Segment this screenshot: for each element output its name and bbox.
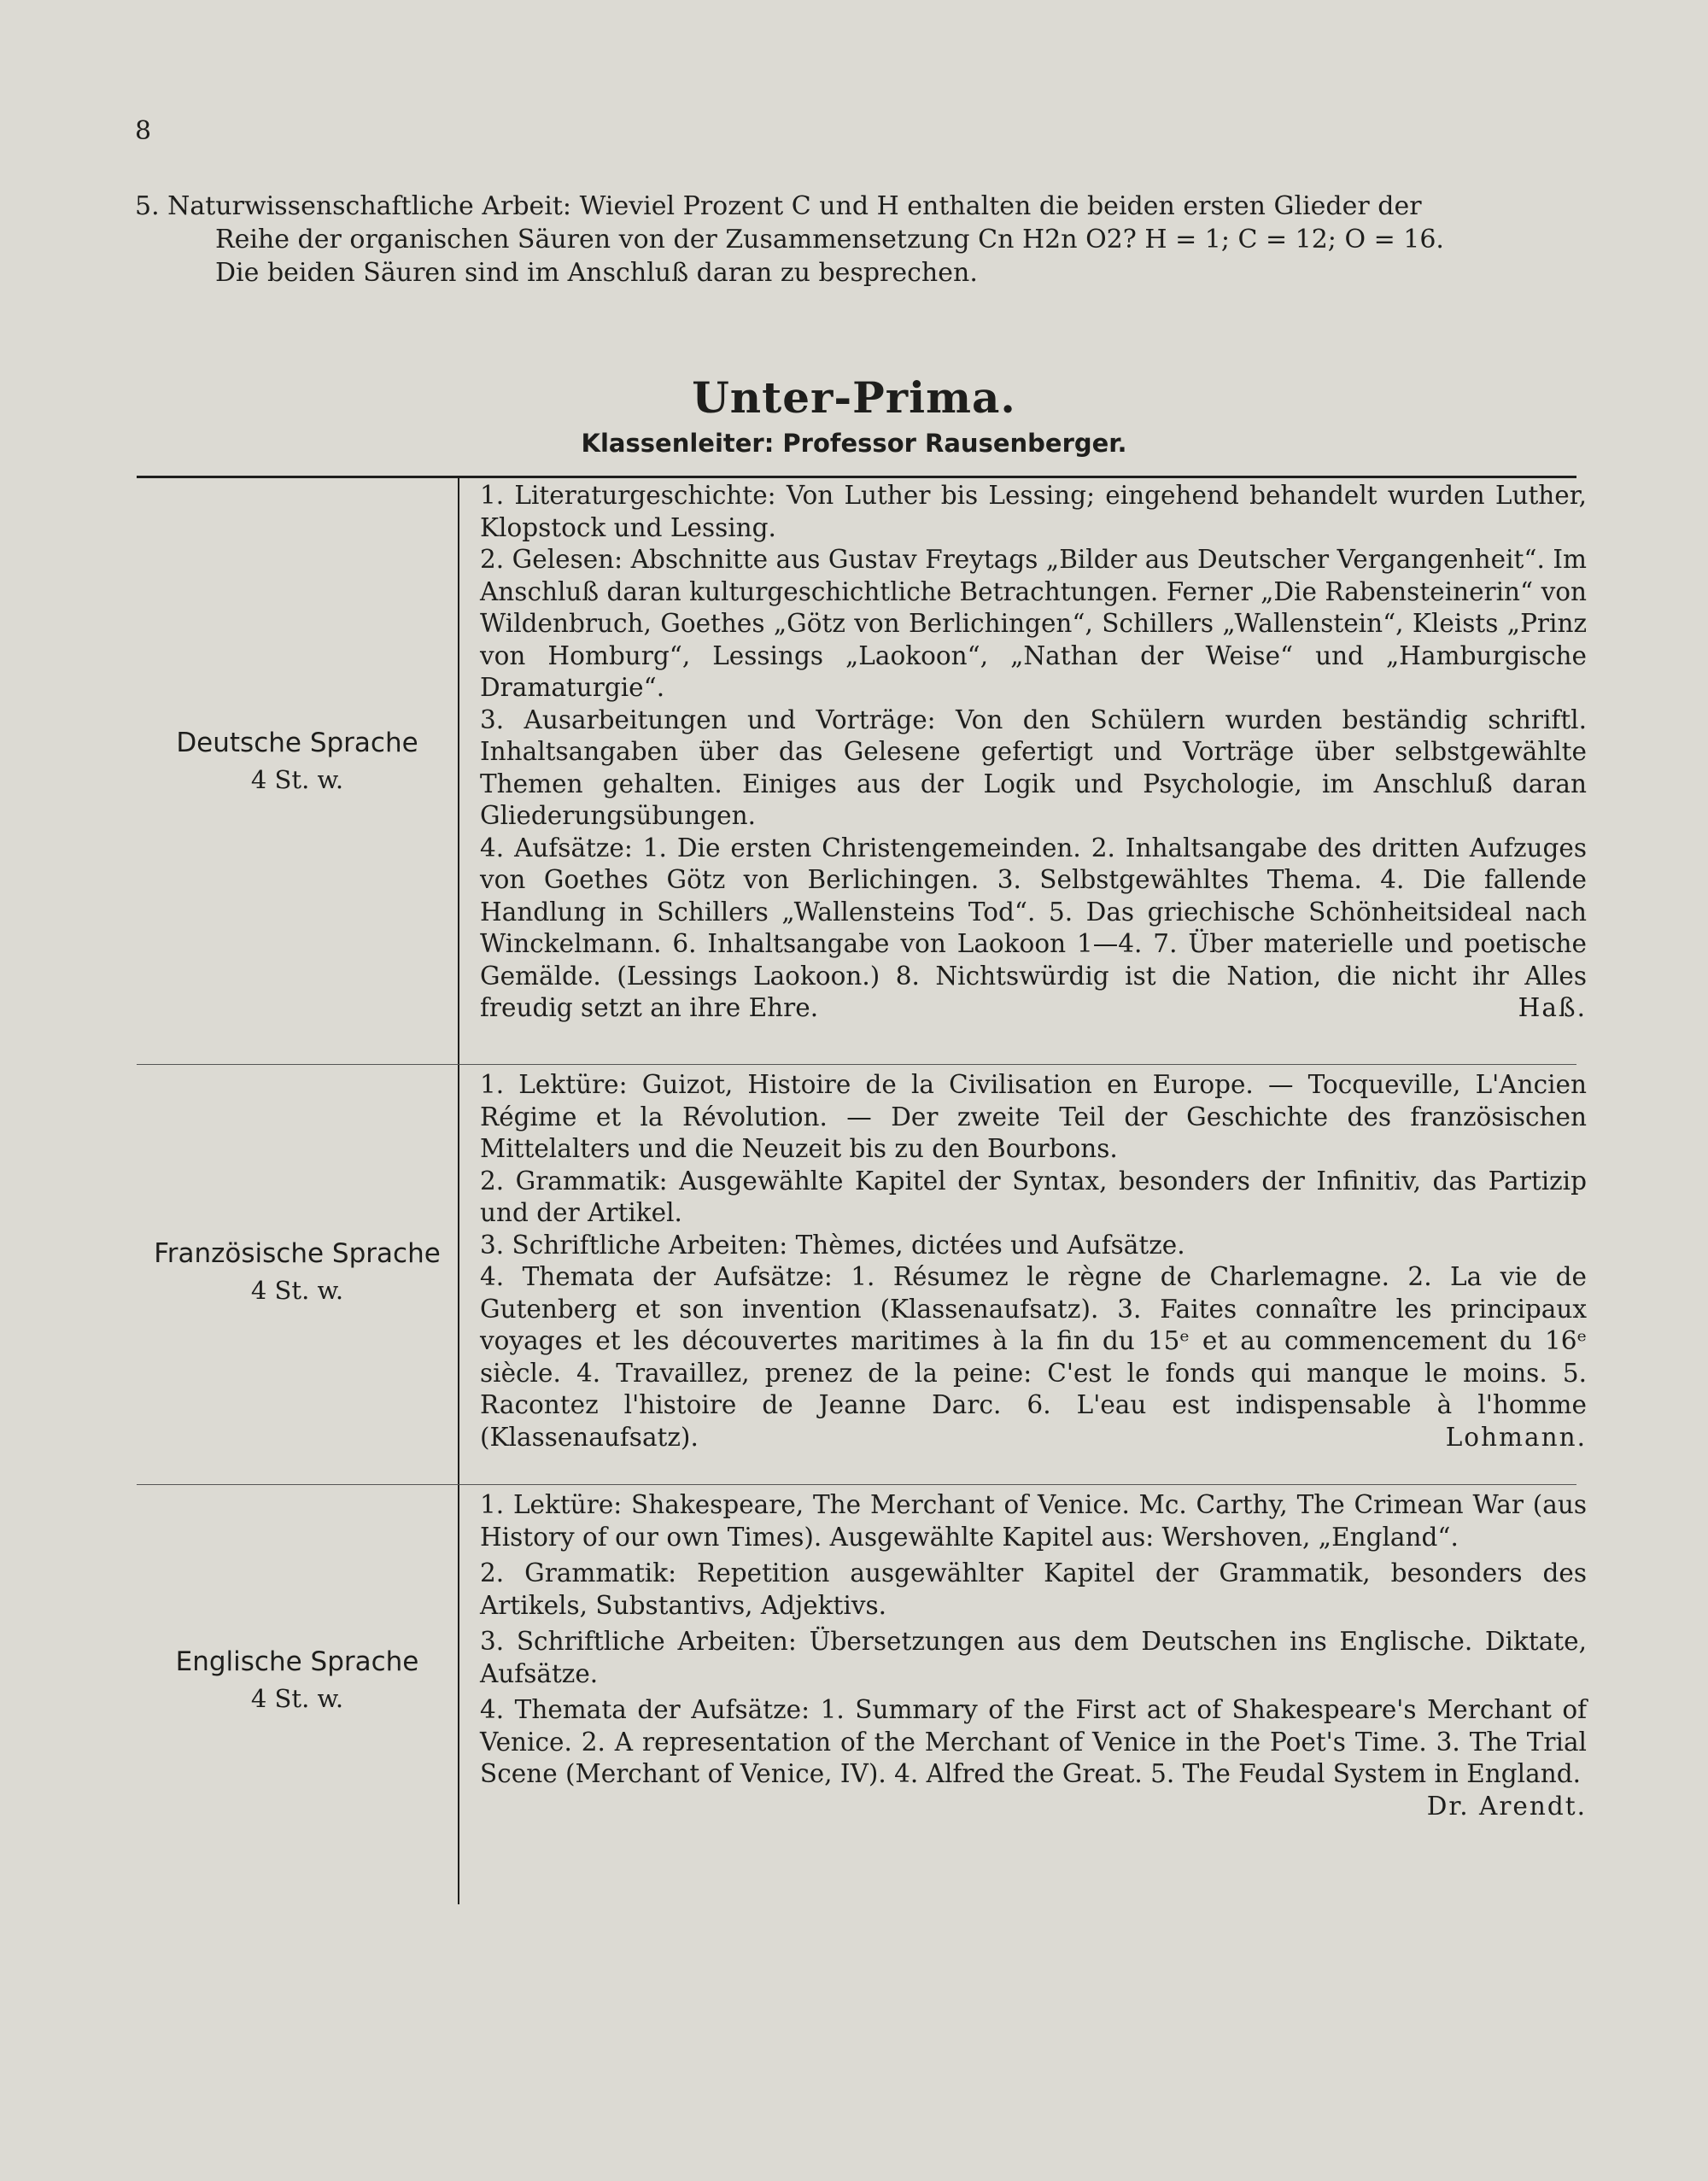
content-text: 4. Aufsätze: 1. Die ersten Christengemeinden. 2. Inhaltsangabe des dritten Aufzuges von Goethes Götz von Berlichingen. 3. Selbstgewähltes Thema. 4. Die fallende Handlung in Schillers „Wallensteins Tod“. 5. Das griechische Schönheitsideal nach Winckelmann. 6. Inhaltsangabe von Laokoon 1—4. 7. Über materielle und poetische Gemälde. (Lessings Laokoon.) 8. Nichtswürdig ist die Nation, die nicht ihr Alles freudig setzt an ihre Ehre. bbox=[480, 833, 1587, 1022]
content-paragraph: 3. Schriftliche Arbeiten: Thèmes, dictées und Aufsätze. bbox=[480, 1230, 1185, 1260]
content-paragraph: 1. Literaturgeschichte: Von Luther bis Lessing; eingehend behandelt wurden Luther, Klopstock und Lessing. bbox=[480, 481, 1587, 542]
teacher-signature: Dr. Arendt. bbox=[1426, 1791, 1587, 1821]
content-paragraph: 1. Lektüre: Shakespeare, The Merchant of Venice. Mc. Carthy, The Crimean War (aus History of our own Times). Ausgewählte Kapitel aus: Wershoven, „England“. bbox=[480, 1490, 1587, 1552]
teacher-signature: Lohmann. bbox=[1445, 1422, 1587, 1452]
content-text: 4. Themata der Aufsätze: 1. Résumez le règne de Charlemagne. 2. La vie de Gutenberg et son invention (Klassenaufsatz). 3. Faites connaître les principaux voyages et les découvertes maritimes à la fin du 15ᵉ et au commencement du 16ᵉ siècle. 4. Travaillez, prenez de la peine: C'est le fonds qui manque le moins. 5. Racontez l'histoire de Jeanne Darc. 6. L'eau est indispensable à l'homme (Klassenaufsatz). bbox=[480, 1262, 1587, 1452]
content-paragraph bbox=[480, 833, 1587, 1025]
subject-name: Deutsche Sprache bbox=[176, 728, 418, 758]
intro-paragraph bbox=[135, 190, 1587, 289]
content-paragraph: 3. Schriftliche Arbeiten: Übersetzungen aus dem Deutschen ins Englische. Diktate, Aufsätze. bbox=[480, 1627, 1587, 1688]
subject-cell bbox=[137, 1646, 458, 1713]
content-cell bbox=[480, 1069, 1587, 1453]
row-separator bbox=[459, 1484, 1576, 1485]
subject-cell bbox=[137, 1238, 458, 1305]
content-paragraph: 2. Grammatik: Ausgewählte Kapitel der Syntax, besonders der Infinitiv, das Partizip und der Artikel. bbox=[480, 1166, 1587, 1227]
section-heading: Unter-Prima. bbox=[692, 372, 1016, 423]
intro-line: 5. Naturwissenschaftliche Arbeit: Wieviel Prozent C und H enthalten die beiden ersten Glieder der bbox=[135, 191, 1422, 221]
intro-line: Die beiden Säuren sind im Anschluß daran zu besprechen. bbox=[215, 258, 978, 288]
content-paragraph: 2. Grammatik: Repetition ausgewählter Kapitel der Grammatik, besonders des Artikels, Substantivs, Adjektivs. bbox=[480, 1558, 1587, 1620]
teacher-signature: Haß. bbox=[1518, 993, 1587, 1022]
content-paragraph: 2. Gelesen: Abschnitte aus Gustav Freytags „Bilder aus Deutscher Vergangenheit“. Im Anschluß daran kulturgeschichtliche Betrachtungen. Ferner „Die Rabensteinerin“ von Wildenbruch, Goethes „Götz von Berlichingen“, Schillers „Wallenstein“, Kleists „Prinz von Homburg“, Lessings „Laokoon“, „Nathan der Weise“ und „Hamburgische Dramaturgie“. bbox=[480, 545, 1587, 702]
class-leader: Klassenleiter: Professor Rausenberger. bbox=[581, 429, 1127, 458]
content-cell bbox=[480, 480, 1587, 1025]
subject-cell bbox=[137, 728, 458, 794]
subject-hours: 4 St. w. bbox=[250, 765, 344, 794]
subject-hours: 4 St. w. bbox=[250, 1276, 344, 1305]
row-separator bbox=[137, 1064, 459, 1065]
column-divider bbox=[458, 478, 459, 1904]
content-paragraph: 3. Ausarbeitungen und Vorträge: Von den Schülern wurden beständig schriftl. Inhaltsangaben über das Gelesene gefertigt und Vorträge über selbstgewählte Themen gehalten. Einiges aus der Logik und Psychologie, im Anschluß daran Gliederungsübungen. bbox=[480, 705, 1587, 830]
content-paragraph bbox=[480, 1694, 1587, 1821]
intro-line: Reihe der organischen Säuren von der Zusammensetzung Cn H2n O2? H = 1; C = 12; O = 16. bbox=[215, 225, 1444, 254]
content-paragraph: 1. Lektüre: Guizot, Histoire de la Civilisation en Europe. — Tocqueville, L'Ancien Régime et la Révolution. — Der zweite Teil der Geschichte des französischen Mittelalters und die Neuzeit bis zu den Bourbons. bbox=[480, 1070, 1587, 1163]
subject-hours: 4 St. w. bbox=[250, 1684, 344, 1713]
content-paragraph bbox=[480, 1261, 1587, 1453]
content-text: 4. Themata der Aufsätze: 1. Summary of the First act of Shakespeare's Merchant of Venice. 2. A representation of the Merchant of Venice in the Poet's Time. 3. The Trial Scene (Merchant of Venice, IV). 4. Alfred the Great. 5. The Feudal System in England. bbox=[480, 1695, 1587, 1788]
subject-name: Englische Sprache bbox=[175, 1646, 419, 1677]
row-separator bbox=[137, 1484, 459, 1485]
row-separator bbox=[459, 1064, 1576, 1065]
content-cell bbox=[480, 1489, 1587, 1822]
page-number: 8 bbox=[135, 116, 152, 146]
subject-name: Französische Sprache bbox=[154, 1238, 441, 1269]
table-top-rule bbox=[137, 476, 1576, 478]
